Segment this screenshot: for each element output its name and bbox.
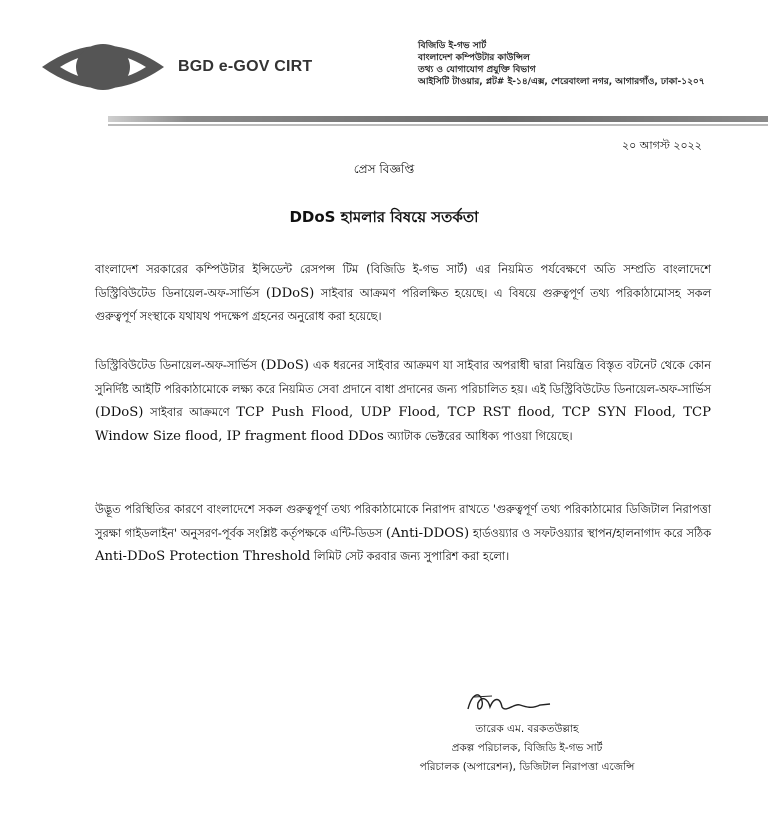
paragraph-3	[95, 498, 711, 569]
address-line: বিজিডি ই-গভ সার্ট	[418, 41, 487, 51]
paragraph-text: হার্ডওয়্যার ও সফটওয়্যার স্থাপন/হালনাগাদ করে সঠিক	[469, 526, 711, 540]
paragraph-text: (Anti-DDOS)	[385, 525, 470, 541]
paragraph-text: সাইবার আক্রমণে	[143, 406, 237, 419]
paragraph-2	[95, 354, 711, 448]
address-block	[418, 40, 705, 88]
paragraph-text: উদ্ভূত পরিস্থিতির কারণে বাংলাদেশে সকল গুরুত্বপূর্ণ তথ্য পরিকাঠামোকে নিরাপদ রাখতে 'গুরুত্বপূর্ণ তথ্য পরিকাঠামোর ডিজিটাল নিরাপত্তা সুরক্ষা গাইডলাইন' অনুসরণ-পূর্বক সংশ্লিষ্ট কর্তৃপক্ষকে এন্টি-ডিডস	[95, 503, 711, 540]
paragraph-text: (DDoS)	[265, 285, 315, 301]
signature-mark	[462, 687, 572, 719]
paragraph-text: লিমিট সেট করবার জন্য সুপারিশ করা হলো।	[310, 550, 510, 563]
paragraph-text: অ্যাটাক ভেক্টরের আধিক্য পাওয়া গিয়েছে।	[383, 429, 573, 443]
paragraph-1	[95, 258, 711, 329]
paragraph-text: সাইবার আক্রমণ পরিলক্ষিত হয়েছে। এ বিষয়ে গুরুত্বপূর্ণ তথ্য পরিকাঠামোসহ সকল গুরুত্বপূর্ণ সংস্থাকে যথাযথ পদক্ষেপ গ্রহনের অনুরোধ করা হয়েছে।	[95, 286, 712, 323]
header-divider	[108, 116, 768, 122]
address-line: বাংলাদেশ কম্পিউটার কাউন্সিল	[418, 53, 530, 63]
attack-vector-list: TCP Push Flood, UDP Flood, TCP RST flood, TCP SYN Flood, TCP Window Size flood, IP fragment flood DDos	[95, 405, 712, 444]
signature-block	[382, 720, 672, 777]
eye-logo-icon	[38, 32, 168, 102]
paragraph-text: এক ধরনের সাইবার আক্রমণ যা সাইবার অপরাধী দ্বারা নিয়ন্ত্রিত বিস্তৃত বটনেট থেকে কোন সুনির্দিষ্ট আইটি পরিকাঠামোকে লক্ষ্য করে নিয়মিত সেবা প্রদানে বাধা প্রদানের জন্য পরিচালিত হয়। এই ডিস্ট্রিবিউটেড ডিনায়েল-অফ-সার্ভিস	[95, 359, 711, 396]
headline: DDoS হামলার বিষয়ে সতর্কতা	[289, 208, 479, 226]
address-line: তথ্য ও যোগাযোগ প্রযুক্তি বিভাগ	[418, 65, 536, 75]
address-line: আইসিটি টাওয়ার, প্লট# ই-১৪/এক্স, শেরেবাংলা নগর, আগারগাঁও, ঢাকা-১২০৭	[418, 77, 705, 87]
paragraph-text: (DDoS)	[95, 405, 144, 420]
paragraph-text: বাংলাদেশ সরকারের কম্পিউটার ইন্সিডেন্ট রেসপন্স টিম (বিজিডি ই-গভ সার্ট) এর নিয়মিত পর্যবেক্ষণে অতি সম্প্রতি বাংলাদেশে ডিস্ট্রিবিউটেড ডিনায়েল-অফ-সার্ভিস	[95, 263, 711, 300]
signatory-title: প্রকল্প পরিচালক, বিজিডি ই-গভ সার্ট	[451, 742, 603, 754]
press-release-label: প্রেস বিজ্ঞপ্তি	[353, 162, 415, 176]
header-divider-thin	[108, 124, 768, 126]
date: ২০ আগস্ট ২০২২	[622, 139, 702, 152]
paragraph-text: Anti-DDoS Protection Threshold	[95, 549, 311, 564]
org-name: BGD e-GOV CIRT	[178, 58, 313, 75]
signatory-name: তারেক এম. বরকতউল্লাহ	[475, 723, 579, 735]
paragraph-text: ডিস্ট্রিবিউটেড ডিনায়েল-অফ-সার্ভিস	[95, 359, 261, 372]
signatory-title: পরিচালক (অপারেশন), ডিজিটাল নিরাপত্তা এজেন্সি	[419, 761, 635, 773]
paragraph-text: (DDoS)	[260, 358, 310, 373]
